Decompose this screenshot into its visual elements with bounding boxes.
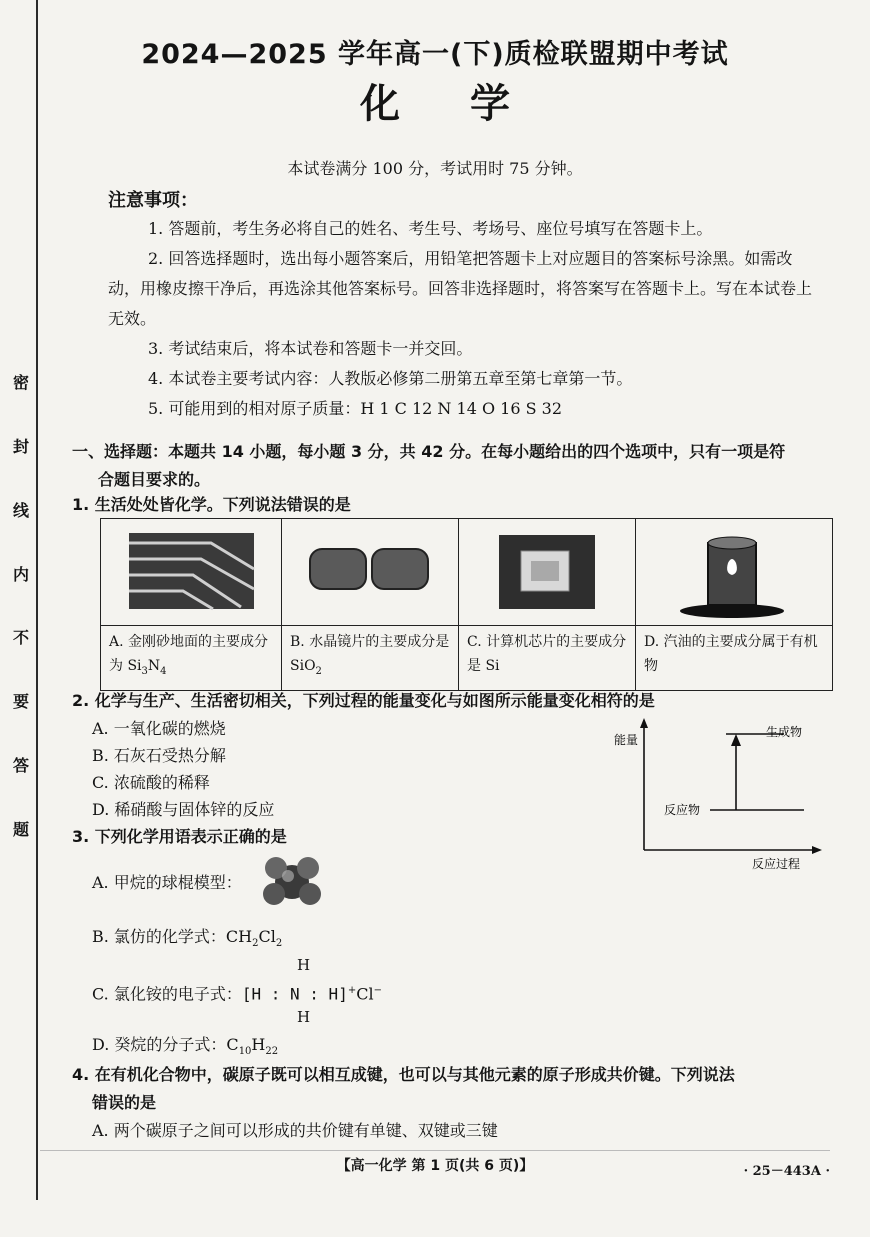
binding-char: 封 xyxy=(12,436,29,456)
computer-chip-picture xyxy=(459,519,635,621)
question-3-stem: 3. 下列化学用语表示正确的是 xyxy=(72,827,287,846)
binding-line xyxy=(36,0,38,1200)
subject-title: 化学 xyxy=(360,81,580,127)
notes-list xyxy=(108,214,818,424)
option-1b-caption: B. 水晶镜片的主要成分是 SiO$_2$ xyxy=(282,626,459,691)
energy-diagram-svg xyxy=(604,716,824,876)
exam-intro: 本试卷满分 100 分，考试用时 75 分钟。 xyxy=(287,159,583,178)
option-1d-caption: D. 汽油的主要成分属于有机物 xyxy=(636,626,833,691)
x-axis-arrow xyxy=(812,846,822,854)
y-axis-arrow xyxy=(640,718,648,728)
paper-code: · 25－443A · xyxy=(743,1164,830,1179)
binding-char: 线 xyxy=(12,500,29,520)
question-3-option-a xyxy=(92,872,242,894)
question-2-option-a: A. 一氧化碳的燃烧 xyxy=(92,719,226,738)
binding-char: 要 xyxy=(12,692,29,712)
question-4-option-a: A. 两个碳原子之间可以形成的共价键有单键、双键或三键 xyxy=(92,1121,498,1140)
exam-title: 2024—2025 学年高一(下)质检联盟期中考试 xyxy=(141,39,729,70)
electron-formula-top-h: H xyxy=(297,956,311,974)
note-item: 3. 考试结束后，将本试卷和答题卡一并交回。 xyxy=(148,339,473,358)
crystal-lens-picture xyxy=(282,519,458,621)
section-heading xyxy=(72,438,832,494)
image-cell xyxy=(101,519,282,626)
binding-char: 题 xyxy=(12,819,29,839)
note-item: 2. 回答选择题时，选出每小题答案后，用铅笔把答题卡上对应题目的答案标号涂黑。如需改动，用橡皮擦干净后，再选涂其他答案标号。回答非选择题时，将答案写在答题卡上。写在本试卷上无效。 xyxy=(108,249,813,328)
question-4-stem-line1: 4. 在有机化合物中，碳原子既可以相互成键，也可以与其他元素的原子形成共价键。下列说法 xyxy=(72,1065,735,1084)
question-2-option-b: B. 石灰石受热分解 xyxy=(92,746,226,765)
product-label: 生成物 xyxy=(766,725,803,739)
question-2-option-c: C. 浓硫酸的稀释 xyxy=(92,773,210,792)
option-1c-caption: C. 计算机芯片的主要成分是 Si xyxy=(459,626,636,691)
reactant-label: 反应物 xyxy=(664,803,701,817)
question-1-table xyxy=(100,518,833,691)
footer-divider xyxy=(40,1150,830,1151)
carborundum-floor-picture xyxy=(101,519,281,621)
energy-diagram xyxy=(604,716,824,876)
note-item: 4. 本试卷主要考试内容：人教版必修第二册第五章至第七章第一节。 xyxy=(148,369,633,388)
question-2-stem: 2. 化学与生产、生活密切相关，下列过程的能量变化与如图所示能量变化相符的是 xyxy=(72,691,655,710)
image-cell xyxy=(459,519,636,626)
binding-char: 密 xyxy=(12,373,29,392)
question-4-stem-line2: 错误的是 xyxy=(92,1093,157,1112)
note-item: 1. 答题前，考生务必将自己的姓名、考生号、考场号、座位号填写在答题卡上。 xyxy=(148,219,713,238)
energy-arrow-head xyxy=(731,734,741,746)
option-3a-text: A. 甲烷的球棍模型： xyxy=(92,873,242,892)
binding-warning xyxy=(8,370,34,840)
note-item: 5. 可能用到的相对原子质量：H 1 C 12 N 14 O 16 S 32 xyxy=(148,399,563,418)
question-1-stem: 1. 生活处处皆化学。下列说法错误的是 xyxy=(72,495,351,514)
page-footer: 【高一化学 第 1 页(共 6 页)】 xyxy=(336,1158,534,1174)
oil-barrel-picture xyxy=(636,519,832,621)
question-2-option-d: D. 稀硝酸与固体锌的反应 xyxy=(92,800,275,819)
x-axis-label: 反应过程 xyxy=(752,857,801,871)
binding-char: 内 xyxy=(12,564,29,584)
option-3c-text: C. 氯化铵的电子式： xyxy=(92,984,242,1004)
section-line-2: 合题目要求的。 xyxy=(98,470,211,489)
electron-formula: [H : N : H] xyxy=(241,984,348,1004)
section-line-1: 一、选择题：本题共 14 小题，每小题 3 分，共 42 分。在每小题给出的四个选项中，只有一项是符 xyxy=(72,442,786,461)
binding-char: 不 xyxy=(12,628,29,648)
question-3-option-d: D. 癸烷的分子式：$C_{10}H_{22}$ xyxy=(92,1035,279,1058)
option-1a-caption: A. 金刚砂地面的主要成分为 $Si_3N_4$ xyxy=(101,626,282,691)
y-axis-label: 能量 xyxy=(614,733,639,747)
question-3-option-c: C. 氯化铵的电子式：[H : N : H]+Cl− xyxy=(92,984,382,1004)
image-cell xyxy=(282,519,459,626)
binding-char: 答 xyxy=(12,756,29,776)
image-cell xyxy=(636,519,833,626)
notes-title: 注意事项： xyxy=(108,190,198,211)
methane-ball-stick-model xyxy=(252,852,332,912)
electron-formula-bottom-h: H xyxy=(297,1008,311,1026)
question-3-option-b: B. 氯仿的化学式：$CH_2Cl_2$ xyxy=(92,927,283,950)
